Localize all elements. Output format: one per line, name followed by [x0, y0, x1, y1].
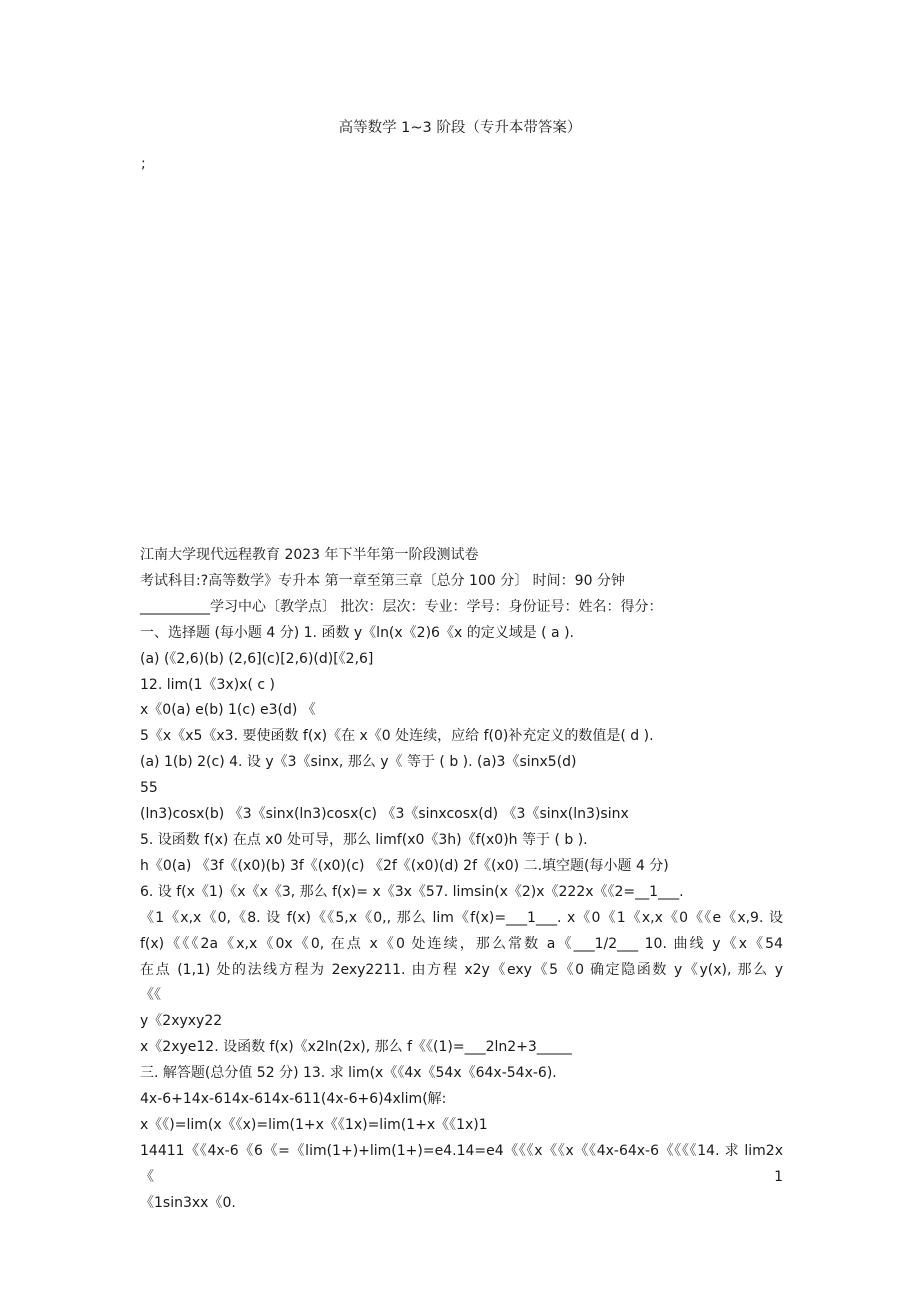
- text-line: 考试科目:?高等数学》专升本 第一章至第三章〔总分 100 分〕 时间：90 分钟: [140, 572, 625, 589]
- text-line: 55: [140, 780, 158, 797]
- text-line: 14411《《4x-6《6《=《lim(1+)+lim(1+)=e4.14=e4《《《x《《x《《4x-64x-6《《《《14. 求 lim2x《1: [140, 1142, 783, 1185]
- stray-semicolon: ;: [141, 156, 146, 172]
- text-line: x《2xye12. 设函数 f(x)《x2ln(2x), 那么 f《《(1)=___2ln2+3_____: [140, 1039, 572, 1056]
- text-line: 《1sin3xx《0.: [140, 1194, 236, 1211]
- exam-content: [140, 543, 783, 1217]
- text-line: x《0(a) e(b) 1(c) e3(d) 《: [140, 702, 316, 719]
- text-line: f(x)《《《2a《x,x《0x《0, 在点 x《0 处连续，那么常数 a《___1/2___ 10. 曲线 y《x《54: [140, 935, 783, 952]
- text-line: h《0(a) 《3f《(x0)(b) 3f《(x0)(c) 《2f《(x0)(d) 2f《(x0) 二.填空题(每小题 4 分): [140, 857, 669, 874]
- text-line: (a) 1(b) 2(c) 4. 设 y《3《sinx, 那么 y《 等于 ( b ). (a)3《sinx5(d): [140, 754, 577, 771]
- text-line: (a) (《2,6)(b) (2,6](c)[2,6)(d)[《2,6]: [140, 650, 374, 667]
- text-line: y《2xyxy22: [140, 1013, 223, 1030]
- text-line: 6. 设 f(x《1)《x《x《3, 那么 f(x)= x《3x《57. limsin(x《2)x《222x《《2=__1___.: [140, 883, 684, 900]
- text-line: 三. 解答题(总分值 52 分) 13. 求 lim(x《《4x《54x《64x-54x-6).: [140, 1065, 557, 1082]
- text-line: 一、选择题 (每小题 4 分) 1. 函数 y《ln(x《2)6《x 的定义域是 ( a ).: [140, 624, 574, 641]
- text-line: 5《x《x5《x3. 要使函数 f(x)《在 x《0 处连续，应给 f(0)补充定义的数值是( d ).: [140, 728, 654, 745]
- text-line: 4x-6+14x-614x-614x-611(4x-6+6)4xlim(解:: [140, 1091, 447, 1108]
- text-line: 《《: [140, 987, 161, 1004]
- page-title: 高等数学 1~3 阶段（专升本带答案）: [338, 120, 582, 136]
- text-line: 在点 (1,1) 处的法线方程为 2exy2211. 由方程 x2y《exy《5《0 确定隐函数 y《y(x), 那么 y: [140, 961, 783, 978]
- text-line: (ln3)cosx(b) 《3《sinx(ln3)cosx(c) 《3《sinxcosx(d) 《3《sinx(ln3)sinx: [140, 806, 629, 823]
- text-line: __________学习中心〔教学点〕 批次：层次：专业：学号：身份证号：姓名：得分：: [140, 598, 663, 615]
- text-line: 5. 设函数 f(x) 在点 x0 处可导，那么 limf(x0《3h)《f(x0)h 等于 ( b ).: [140, 831, 588, 848]
- text-line: 《1《x,x《0,《8. 设 f(x)《《5,x《0,, 那么 lim《f(x)=___1___. x《0《1《x,x《0《《e《x,9. 设: [140, 909, 783, 926]
- text-line: x《《)=lim(x《《x)=lim(1+x《《1x)=lim(1+x《《1x)1: [140, 1116, 488, 1133]
- text-line: 12. lim(1《3x)x( c ): [140, 676, 275, 693]
- text-line: 江南大学现代远程教育 2023 年下半年第一阶段测试卷: [140, 547, 479, 563]
